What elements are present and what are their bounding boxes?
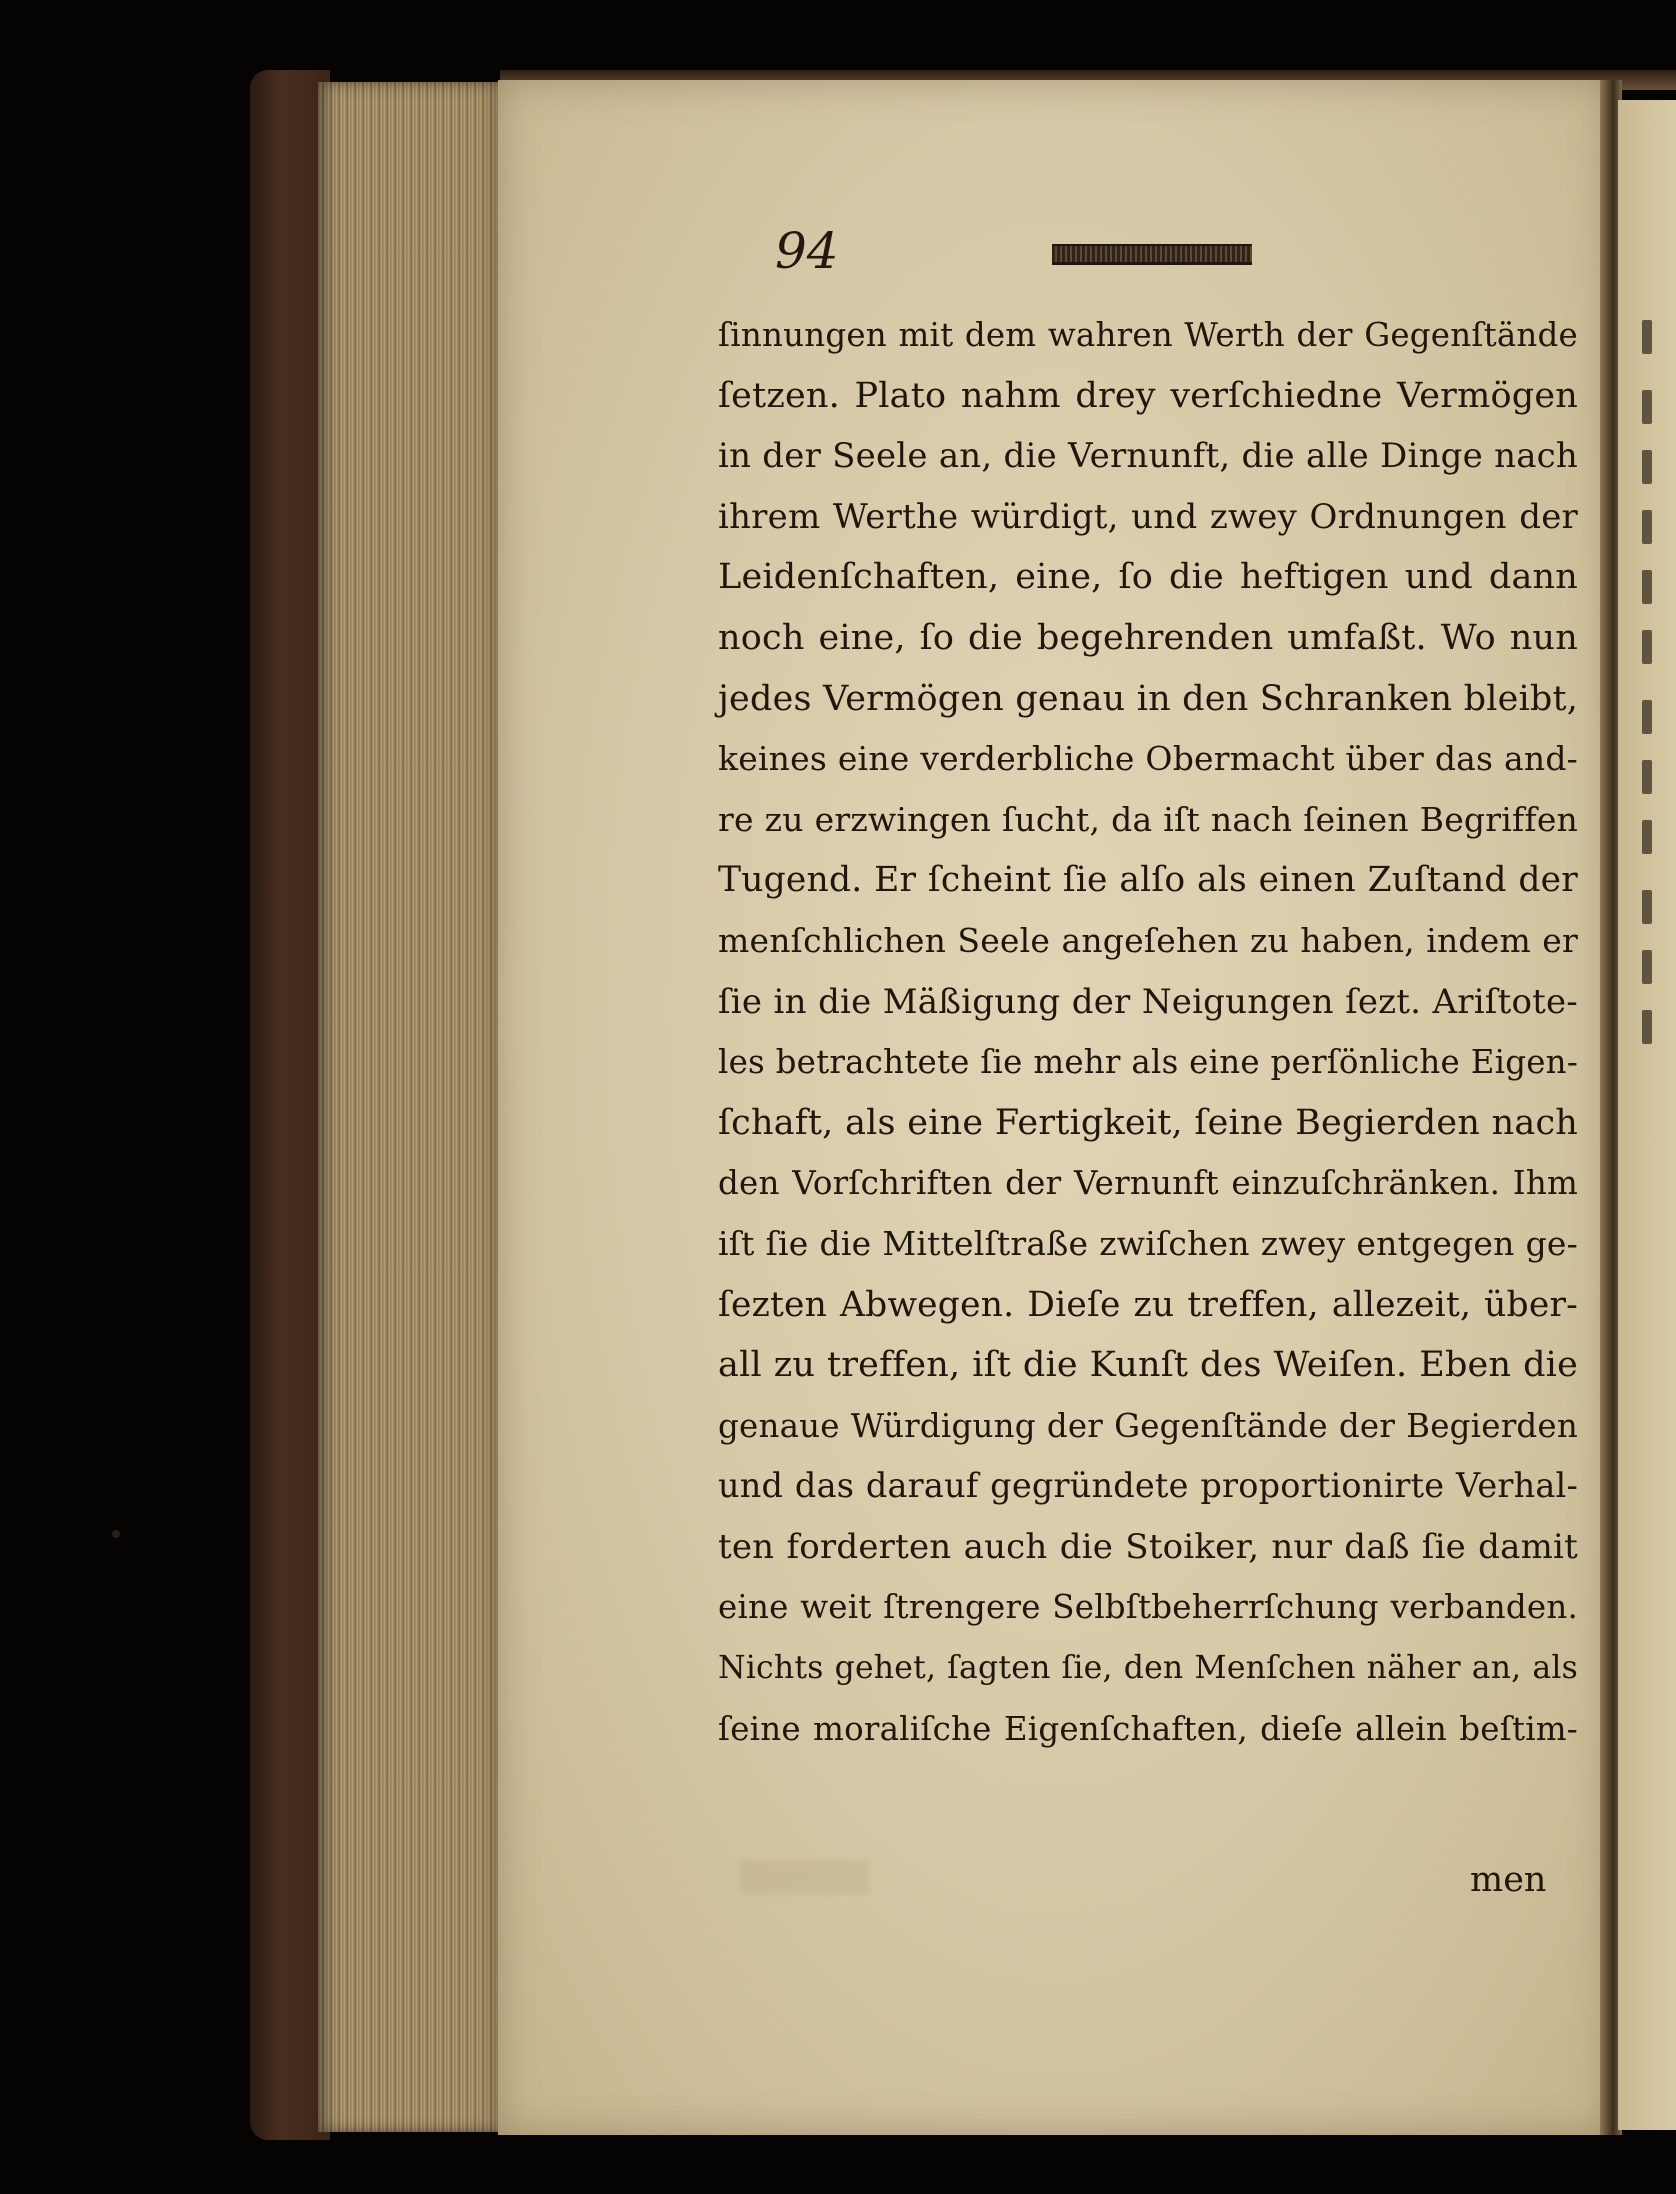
facing-page-fragment <box>1642 450 1652 484</box>
ink-bleed-through <box>740 1860 870 1894</box>
text-line: und das darauf gegründete proportionirte Verhal- <box>718 1466 1578 1506</box>
dust-speck <box>112 1530 120 1538</box>
text-line: genaue Würdigung der Gegenſtände der Begierden <box>718 1406 1578 1445</box>
facing-page-edge <box>1618 100 1676 2130</box>
facing-page-fragment <box>1642 760 1652 794</box>
text-line: les betrachtete ſie mehr als eine perſönliche Eigen- <box>718 1043 1578 1082</box>
text-line: ſeine moraliſche Eigenſchaften, dieſe allein beſtim- <box>718 1709 1578 1748</box>
facing-page-fragment <box>1642 950 1652 984</box>
text-line: jedes Vermögen genau in den Schranken bleibt, <box>718 678 1579 719</box>
facing-page-fragment <box>1642 1010 1652 1044</box>
text-line: den Vorſchriften der Vernunft einzuſchränken. Ihm <box>718 1164 1578 1203</box>
text-line: ſchaft, als eine Fertigkeit, ſeine Begierden nach <box>718 1102 1578 1143</box>
catchword: men <box>1470 1860 1547 1900</box>
text-line: Nichts gehet, ſagten ſie, den Menſchen näher an, als <box>718 1650 1578 1687</box>
text-line: ſetzen. Plato nahm drey verſchiedne Vermögen <box>718 375 1578 416</box>
text-line: Leidenſchaften, eine, ſo die heftigen und dann <box>718 557 1578 598</box>
text-line: noch eine, ſo die begehrenden umfaßt. Wo nun <box>718 617 1578 658</box>
text-line: ſezten Abwegen. Dieſe zu treffen, allezeit, über- <box>718 1284 1578 1325</box>
text-line: iſt ſie die Mittelſtraße zwiſchen zwey entgegen ge- <box>718 1223 1578 1263</box>
facing-page-fragment <box>1642 890 1652 924</box>
text-line: ten forderten auch die Stoiker, nur daß ſie damit <box>718 1526 1578 1567</box>
facing-page-fragment <box>1642 320 1652 354</box>
text-line: re zu erzwingen ſucht, da iſt nach ſeinen Begriffen <box>718 799 1578 839</box>
page-number: 94 <box>775 222 839 280</box>
facing-page-fragment <box>1642 510 1652 544</box>
facing-page-fragment <box>1642 820 1652 854</box>
header-rule <box>1052 244 1252 265</box>
facing-page-fragment <box>1642 570 1652 604</box>
facing-page-fragment <box>1642 630 1652 664</box>
text-line: all zu treffen, iſt die Kunſt des Weiſen. Eben die <box>718 1345 1578 1386</box>
text-line: ſie in die Mäßigung der Neigungen ſezt. Ariſtote- <box>718 981 1578 1022</box>
page-edges <box>318 82 506 2132</box>
text-line: ſinnungen mit dem wahren Werth der Gegenſtände <box>718 316 1578 354</box>
facing-page-fragment <box>1642 700 1652 734</box>
text-line: menſchlichen Seele angeſehen zu haben, indem er <box>718 920 1578 960</box>
text-line: in der Seele an, die Vernunft, die alle Dinge nach <box>718 436 1578 477</box>
body-text <box>718 305 1578 1759</box>
facing-page-fragment <box>1642 390 1652 424</box>
text-line: ihrem Werthe würdigt, und zwey Ordnungen der <box>718 496 1578 537</box>
text-line: Tugend. Er ſcheint ſie alſo als einen Zuſtand der <box>718 860 1578 901</box>
text-line: eine weit ſtrengere Selbſtbeherrſchung verbanden. <box>718 1588 1578 1627</box>
text-line: keines eine verderbliche Obermacht über das and- <box>718 739 1578 779</box>
